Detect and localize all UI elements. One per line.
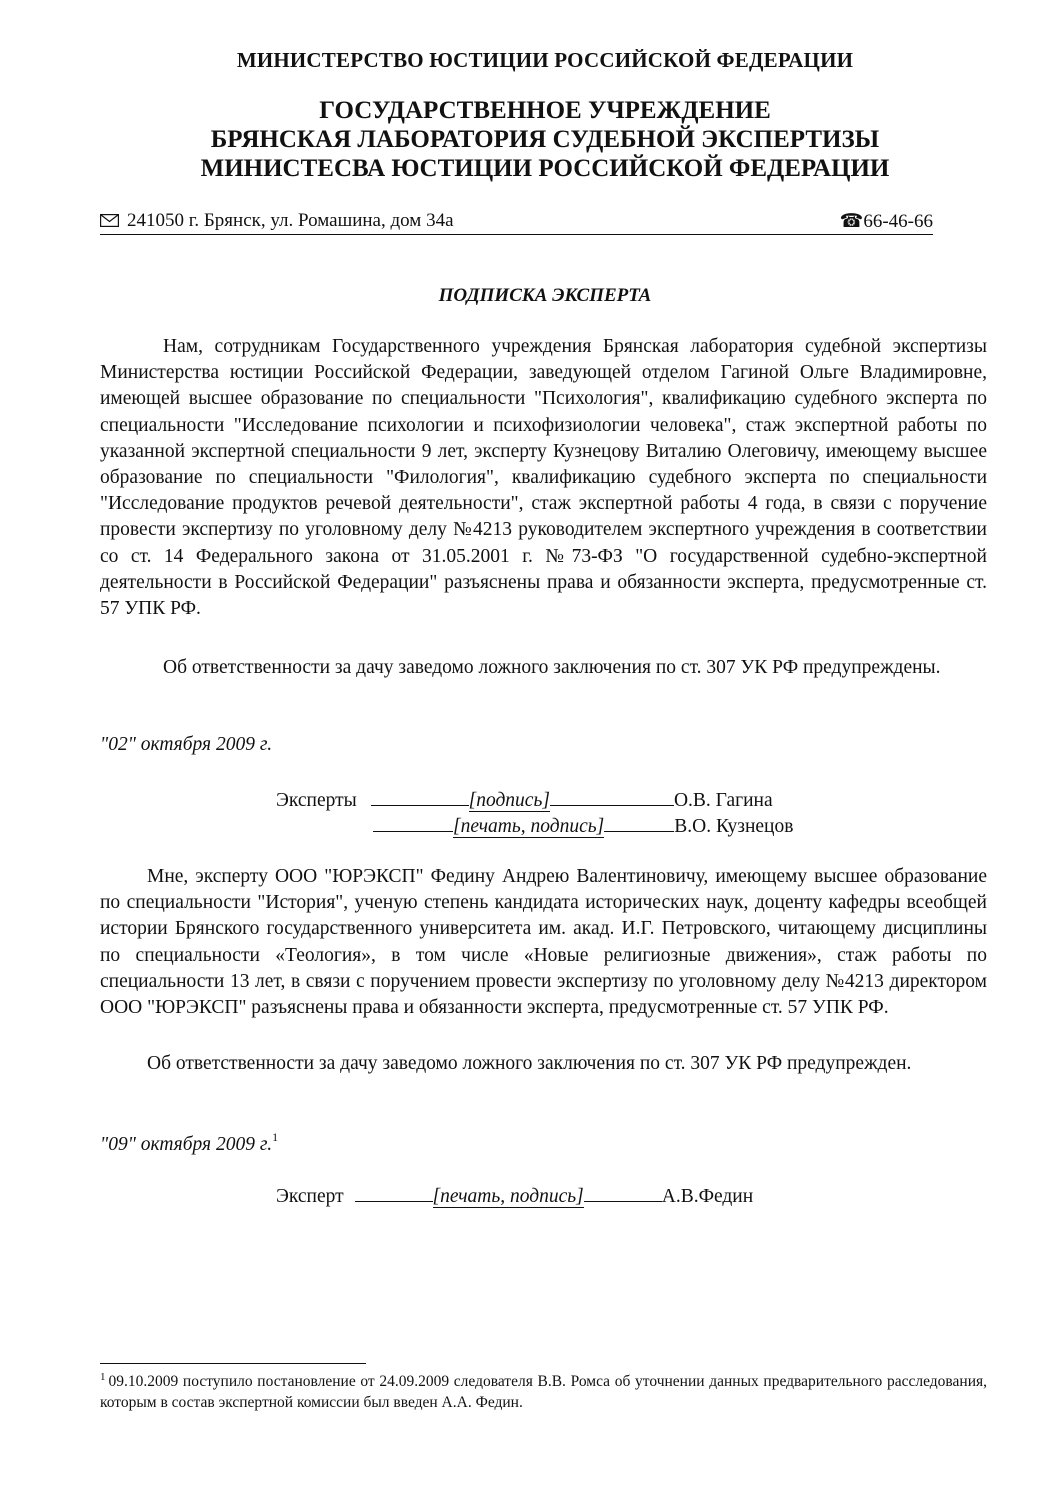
signature-blank	[355, 1183, 433, 1202]
signature-line-fedin	[276, 1183, 753, 1208]
signature-placeholder: [печать, подпись]	[432, 1186, 584, 1207]
org-line-3: МИНИСТЕСВА ЮСТИЦИИ РОССИЙСКОЙ ФЕДЕРАЦИИ	[200, 155, 890, 182]
signature-blank	[584, 1183, 662, 1202]
phone-number: 66-46-66	[863, 211, 933, 232]
section1-paragraph: Нам, сотрудникам Государственного учреждения Брянская лаборатория судебной экспертизы Министерства юстиции Российской Федерации, заведующей отделом Гагиной Ольге Владимировне, имеющей высшее образование по специальности "Психология", квалификацию судебного эксперта по специальности "Исследование психологии и психофизиологии человека", стаж экспертной работы по указанной экспертной специальности 9 лет, эксперту Кузнецову Виталию Олеговичу, имеющему высшее образование по специальности "Филология", квалификацию судебного эксперта по специальности "Исследование продуктов речевой деятельности", стаж экспертной работы 4 года, в связи с поручение провести экспертизу по уголовному делу №4213 руководителем экспертного учреждения в соответствии со ст. 14 Федерального закона от 31.05.2001 г. №73-ФЗ "О государственной судебно-экспертной деятельности в Российской Федерации" разъяснены права и обязанности эксперта, предусмотренные ст. 57 УПК РФ.	[100, 336, 987, 620]
envelope-icon	[100, 214, 119, 227]
org-line-2: БРЯНСКАЯ ЛАБОРАТОРИЯ СУДЕБНОЙ ЭКСПЕРТИЗЫ	[210, 126, 880, 153]
signer-name: О.В. Гагина	[673, 790, 773, 811]
signature-line-gagina	[276, 787, 773, 812]
date-text: "09" октября 2009 г.	[100, 1134, 273, 1155]
signer-name: В.О. Кузнецов	[674, 816, 794, 837]
section1-date: "02" октября 2009 г.	[100, 734, 273, 755]
section2-paragraph: Мне, эксперту ООО "ЮРЭКСП" Федину Андрею Валентиновичу, имеющему высшее образование по специальности "История", ученую степень кандидата исторических наук, доценту кафедры всеобщей истории Брянского государственного университета им. акад. И.Г. Петровского, читающему дисциплины по специальности «Теология», в том числе «Новые религиозные движения», стаж работы по специальности 13 лет, в связи с поручением провести экспертизу по уголовному делу №4213 директором ООО "ЮРЭКСП" разъяснены права и обязанности эксперта, предусмотренные ст. 57 УПК РФ.	[100, 866, 987, 1019]
signature-placeholder: [печать, подпись]	[453, 816, 605, 837]
org-line-1: ГОСУДАРСТВЕННОЕ УЧРЕЖДЕНИЕ	[319, 97, 771, 124]
section2-warning: Об ответственности за дачу заведомо ложного заключения по ст. 307 УК РФ предупрежден.	[147, 1053, 912, 1074]
signature-line-kuznetsov	[373, 813, 793, 838]
experts-label: Эксперты	[276, 790, 357, 811]
signature-placeholder: [подпись]	[468, 790, 550, 811]
footnote-reference: 1	[272, 1130, 279, 1144]
footnote-text: 09.10.2009 поступило постановление от 24.09.2009 следователя В.В. Ромса об уточнении данных предварительного расследования, которым в состав экспертной комиссии был введен А.А. Федин.	[100, 1373, 987, 1411]
address-block	[100, 210, 454, 232]
signer-name: А.В.Федин	[661, 1186, 754, 1207]
footnote-number: 1	[100, 1371, 106, 1383]
footnote-divider	[100, 1363, 366, 1364]
document-title: ПОДПИСКА ЭКСПЕРТА	[438, 285, 652, 306]
signature-blank	[604, 813, 674, 832]
signature-blank	[373, 813, 453, 832]
organization-heading	[0, 96, 1058, 183]
section1-warning: Об ответственности за дачу заведомо ложного заключения по ст. 307 УК РФ предупреждены.	[163, 657, 941, 678]
signature-blank	[550, 787, 674, 806]
address-text: 241050 г. Брянск, ул. Ромашина, дом 34а	[127, 210, 454, 231]
signature-blank	[371, 787, 469, 806]
expert-label: Эксперт	[276, 1186, 344, 1207]
section2-date	[100, 1130, 278, 1156]
address-line	[100, 208, 933, 235]
telephone-icon: ☎	[839, 211, 864, 232]
phone-block	[840, 210, 933, 233]
footnote	[100, 1367, 987, 1413]
ministry-heading: МИНИСТЕРСТВО ЮСТИЦИИ РОССИЙСКОЙ ФЕДЕРАЦИИ	[236, 48, 854, 72]
